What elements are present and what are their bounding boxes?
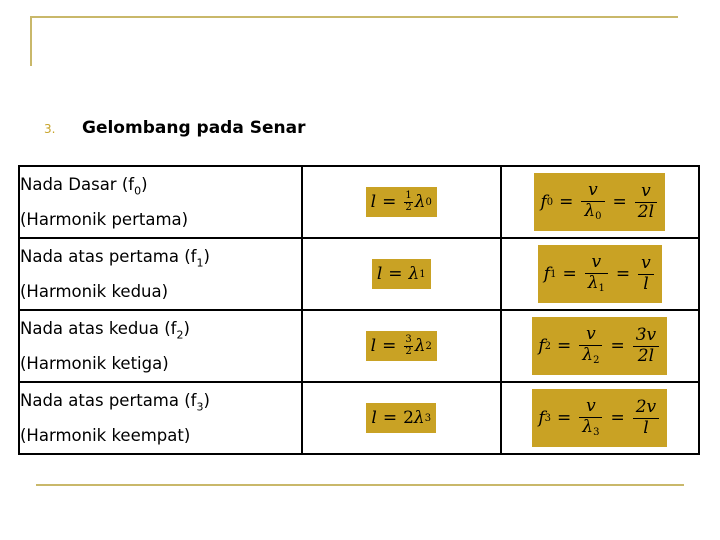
velocity-wavelength-fraction: $\frac{v}{\lambda 3}$ — [579, 397, 602, 438]
label-sub: 2 — [176, 328, 184, 342]
length-formula: l = $\frac{1}{2}$ λ 0 — [366, 187, 437, 217]
row-label — [19, 310, 302, 382]
row-label — [19, 238, 302, 310]
length-cell — [302, 310, 501, 382]
label-sub: 0 — [134, 184, 142, 198]
length-formula: l = $\frac{3}{2}$ λ 2 — [366, 331, 437, 361]
harmonics-table — [18, 165, 700, 455]
label-sub: 3 — [196, 400, 204, 414]
length-formula: l = λ 1 — [372, 259, 431, 289]
coefficient: 2 — [403, 408, 414, 428]
top-accent-line — [30, 16, 678, 18]
label-line2: (Harmonik ketiga) — [20, 354, 169, 373]
length-cell — [302, 166, 501, 238]
label-line2: (Harmonik pertama) — [20, 210, 189, 229]
row-label — [19, 166, 302, 238]
label-close: ) — [203, 391, 210, 410]
velocity-wavelength-fraction: $\frac{v}{\lambda 0}$ — [581, 181, 604, 222]
length-formula: l = 2 λ 3 — [366, 403, 436, 433]
label-close: ) — [141, 175, 148, 194]
coefficient-fraction: $\frac{1}{2}$ — [405, 190, 412, 213]
table-row — [19, 382, 699, 454]
label-line1: Nada atas pertama (f — [20, 247, 197, 266]
heading-title: Gelombang pada Senar — [82, 118, 306, 138]
velocity-length-fraction: $\frac{3v}{2l}$ — [633, 326, 659, 366]
label-line2: (Harmonik keempat) — [20, 426, 191, 445]
label-line1: Nada atas kedua (f — [20, 319, 177, 338]
label-line2: (Harmonik kedua) — [20, 282, 169, 301]
frequency-cell — [501, 238, 700, 310]
label-line1: Nada atas pertama (f — [20, 391, 197, 410]
coefficient-fraction: $\frac{3}{2}$ — [405, 334, 412, 357]
table-row — [19, 166, 699, 238]
section-heading — [44, 118, 305, 138]
frequency-cell — [501, 382, 700, 454]
label-close: ) — [203, 247, 210, 266]
label-line1: Nada Dasar (f — [20, 175, 135, 194]
velocity-wavelength-fraction: $\frac{v}{\lambda 1}$ — [585, 253, 608, 294]
frequency-formula: f 0 = $\frac{v}{\lambda 0}$ = $\frac{v}{2l}$ — [534, 173, 665, 231]
frequency-cell — [501, 310, 700, 382]
frequency-cell — [501, 166, 700, 238]
frequency-formula: f 2 = $\frac{v}{\lambda 2}$ = $\frac{3v}{2l}$ — [532, 317, 667, 375]
frequency-formula: f 3 = $\frac{v}{\lambda 3}$ = $\frac{2v}{l}$ — [532, 389, 667, 447]
left-accent-line — [30, 16, 32, 66]
row-label — [19, 382, 302, 454]
bottom-accent-line — [36, 484, 684, 486]
label-close: ) — [183, 319, 190, 338]
length-cell — [302, 238, 501, 310]
velocity-length-fraction: $\frac{2v}{l}$ — [633, 398, 659, 438]
frequency-formula: f 1 = $\frac{v}{\lambda 1}$ = $\frac{v}{l}$ — [538, 245, 662, 303]
table-row — [19, 310, 699, 382]
table-row — [19, 238, 699, 310]
heading-number: 3. — [44, 122, 56, 136]
velocity-length-fraction: $\frac{v}{l}$ — [638, 254, 654, 294]
velocity-wavelength-fraction: $\frac{v}{\lambda 2}$ — [579, 325, 602, 366]
velocity-length-fraction: $\frac{v}{2l}$ — [635, 182, 657, 222]
label-sub: 1 — [196, 256, 204, 270]
length-cell — [302, 382, 501, 454]
